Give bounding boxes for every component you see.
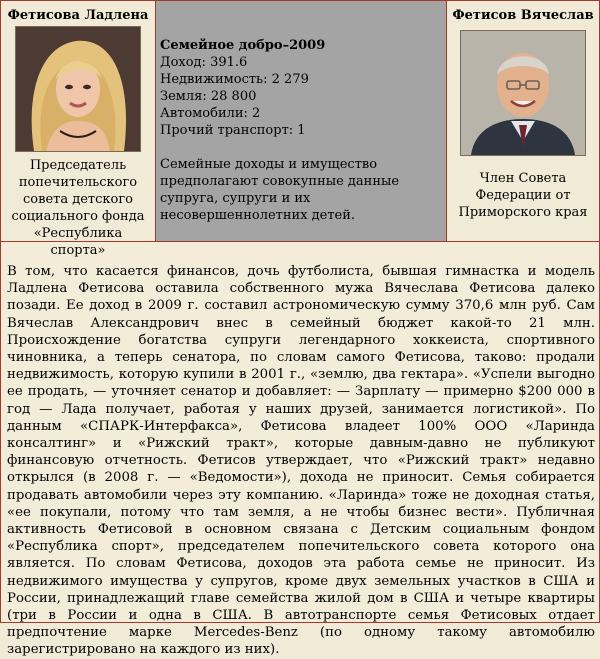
left-person-name: Фетисова Ладлена <box>7 8 149 23</box>
summary-income: Доход: 391.6 <box>160 55 248 70</box>
summary-note: Семейные доходы и имущество предполагают совокупные данные супруга, супруги и их несовершеннолетних детей. <box>160 157 400 223</box>
right-person-caption: Член Совета Федерации от Приморского края <box>458 171 588 220</box>
portrait-woman-icon <box>15 26 141 152</box>
summary-title: Семейное добро–2009 <box>160 38 326 53</box>
header-row <box>1 1 599 258</box>
portrait-man-icon <box>460 30 586 156</box>
left-person-caption: Председатель попечительского совета детского социального фонда «Республика спорта» <box>11 158 145 258</box>
summary-other-transport: Прочий транспорт: 1 <box>160 123 306 138</box>
summary-cars: Автомобили: 2 <box>160 106 261 121</box>
summary-land: Земля: 28 800 <box>160 89 257 104</box>
summary-realty: Недвижимость: 2 279 <box>160 72 309 87</box>
left-person-panel <box>1 1 156 258</box>
article-text: В том, что касается финансов, дочь футболиста, бывшая гимнастка и модель Ладлена Фетисова оставила собственного мужа Вячеслава Фетисова далеко позади. Ее доход в 2009 г. составил астрономическую сумму 370,6 млн руб. Сам Вячеслав Александрович внес в семейный бюджет какой-то 21 млн. Происхождение богатства супруги легендарного хоккеиста, спортивного чиновника, а теперь сенатора, по словам самого Фетисова, таково: продали недвижимость, которую купили в 2001 г., «землю, два гектара». «Успели выгодно ее продать, — уточняет сенатор и добавляет: — Зарплату — примерно $200 000 в год — Лада получает, работая у наших друзей, занимается логистикой». По данным «СПАРК-Интерфакса», Фетисова владеет 100% ООО «Ларинда консалтинг» и «Рижский тракт», которые давным-давно не публикуют финансовую отчетность. Фетисов утверждает, что «Рижский тракт» недавно открылся (в 2008 г. — «Ведомости»), дохода не приносит. Семья собирается продавать автомобили через эту компанию. «Ларинда» тоже не доходная статья, «ее покупали, потому что там земля, а не чтобы бизнес вести». Публичная активность Фетисовой в основном связана с Детским социальным фондом «Республика спорт», председателем попечительского совета которого она является. По словам Фетисова, доходов эта работа семье не приносит. Из недвижимого имущества у супругов, кроме двух земельных участков в США и России, принадлежащий главе семейства жилой дом в США и четыре квартиры (три в России и одна в США. В автотранспорте семья Фетисовых отдает предпочтение марке Mercedes-Benz (по одному такому автомобилю зарегистрировано на каждого из них). <box>7 264 595 658</box>
family-summary <box>156 1 446 241</box>
right-person-name: Фетисов Вячеслав <box>452 8 594 23</box>
right-person-panel <box>446 1 599 241</box>
